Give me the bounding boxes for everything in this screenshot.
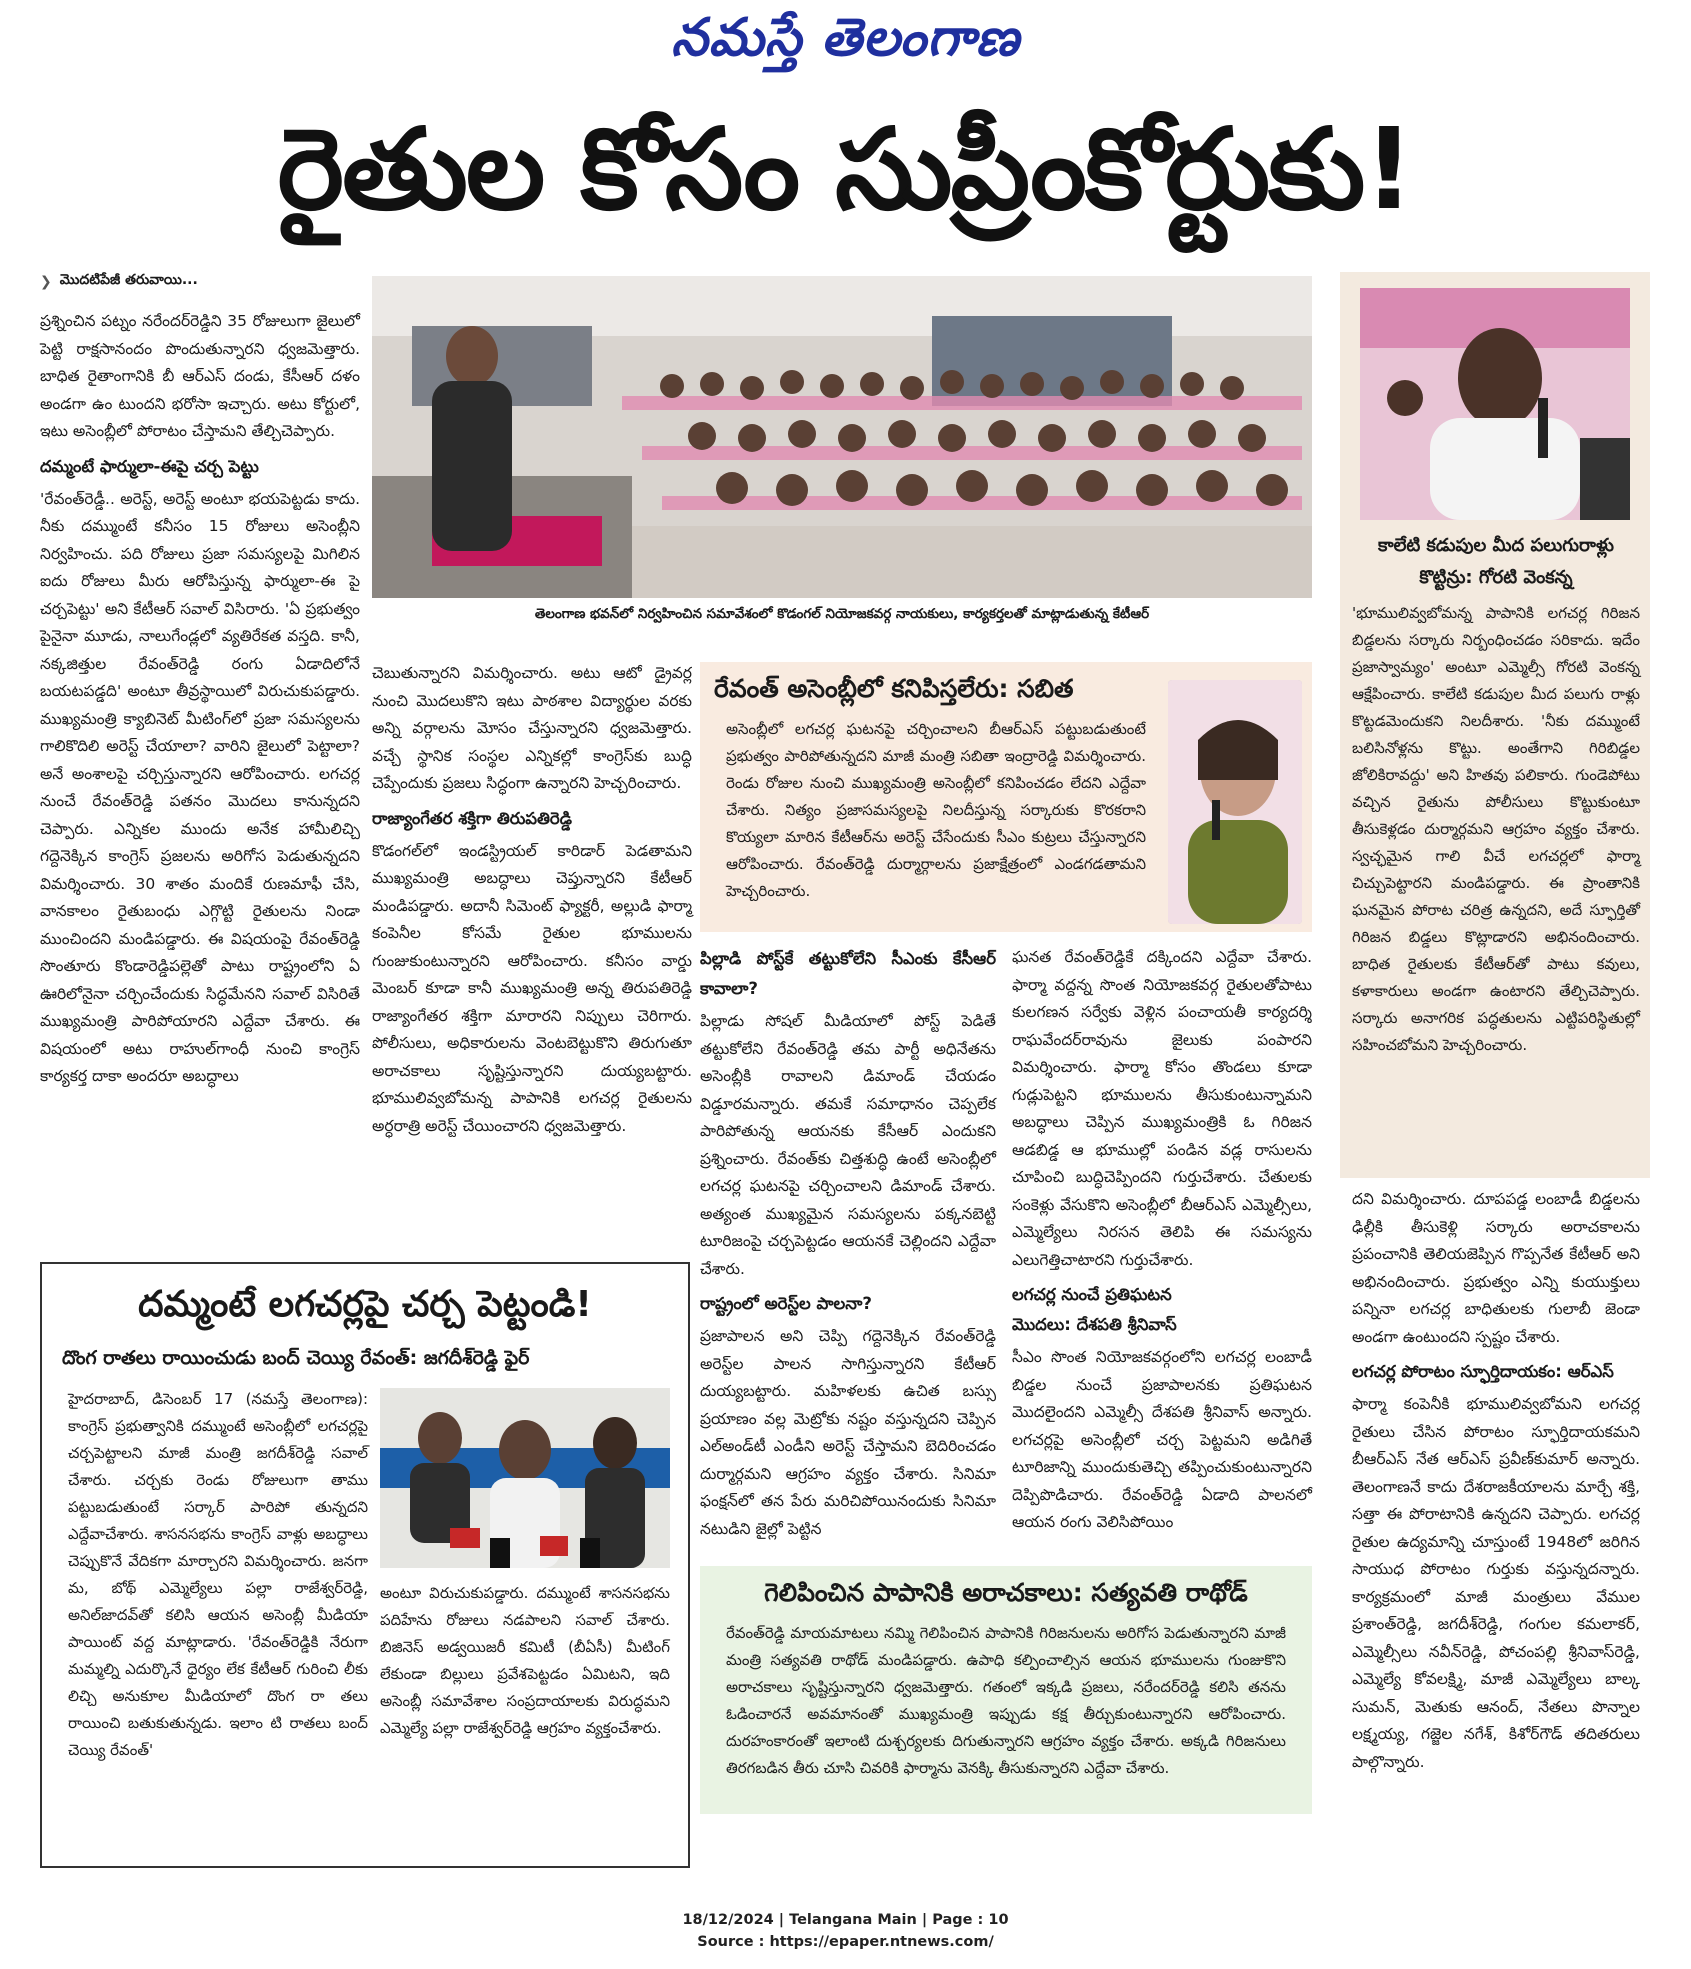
masthead-logo: నమస్తే తెలంగాణ (671, 8, 1020, 68)
jagadish-body-left: హైదరాబాద్, డిసెంబర్ 17 (నమస్తే తెలంగాణ): కాంగ్రెస్ ప్రభుత్వానికి దమ్ముంటే అసెంబ్లీలో లగచర్లపై చర్చపెట్టాలని మాజీ మంత్రి జగదీశ్‌రెడ్డి సవాల్ చేశారు. చర్చకు రెండు రోజులుగా తాము పట్టుబడుతుంటే సర్కార్ పారిపో తున్నదని ఎద్దేవాచేశారు. శాసనసభను కాంగ్రెస్ వాళ్లు అబద్ధాలు చెప్పుకొనే వేదికగా మార్చారని విమర్శించారు. జనగా మ, బోథ్ ఎమ్మెల్యేలు పల్లా రాజేశ్వర్‌రెడ్డి, అనిల్‌జాదవ్‌తో కలిసి ఆయన అసెంబ్లీ మీడియా పాయింట్ వద్ద మాట్లాడారు. 'రేవంత్‌రెడ్డికి నేరుగా మమ్మల్ని ఎదుర్కొనే ధైర్యం లేక కేటీఆర్ గురించి లీకు లిచ్చి అనుకూల మీడియాలో దొంగ రా తలు రాయించి బతుకుతున్నడు. ఇలాం టి రాతలు బంద్ చెయ్యి రేవంత్' (68, 1390, 368, 1759)
col4-paragraph-2: సీఎం సొంత నియోజకవర్గంలోని లగచర్ల లంబాడీ బిడ్డల నుంచే ప్రజాపాలనకు ప్రతిఘటన మొదలైందని ఎమ్మెల్సీ దేశపతి శ్రీనివాస్ అన్నారు. లగచర్లపై అసెంబ్లీలో చర్చ పెట్టమని అడిగితే టూరిజాన్ని ముందుకుతెచ్చి తప్పించుకుంటున్నారని దెప్పిపొడిచారు. రేవంత్‌రెడ్డి ఏడాది పాలనలో ఆయన రంగు వెలిసిపోయిం (1012, 1348, 1312, 1531)
col4-subhead-2: మొదలు: దేశపతి శ్రీనివాస్ (1012, 1315, 1177, 1334)
col3-paragraph-1: పిల్లాడు సోషల్ మీడియాలో పోస్ట్ పెడితే తట్టుకోలేని రేవంత్‌రెడ్డి తమ పార్టీ అధినేతను అసెంబ్లీకి రావాలని డిమాండ్ చేయడం విడ్డూరమన్నారు. తమకే సమాధానం చెప్పలేక పారిపోతున్న ఆయనకు కేసీఆర్ ఎందుకని ప్రశ్నించారు. రేవంత్‌కు చిత్తశుద్ధి ఉంటే అసెంబ్లీలో లగచర్ల ఘటనపై చర్చించాలని డిమాండ్ చేశారు. అత్యంత ముఖ్యమైన సమస్యలను పక్కనబెట్టి టూరిజంపై చర్చపెట్టడం ఆయనకే చెల్లిందని ఎద్దేవా చేశారు. (700, 1012, 996, 1278)
ktr-meeting-photo (372, 276, 1312, 598)
satyavathi-body: రేవంత్‌రెడ్డి మాయమాటలు నమ్మి గెలిపించిన పాపానికి గిరిజనులను అరిగోస పెడుతున్నారని మాజీ మంత్రి సత్యవతి రాథోడ్ మండిపడ్డారు. ఉపాధి కల్పించాల్సిన ఆయన భూములను గుంజుకొని అరాచకాలు సృష్టిస్తున్నారని ధ్వజమెత్తారు. గతంలో ఇక్కడి ప్రజలు, నరేందర్‌రెడ్డి కలిసి తనను ఓడించారనే అవమానంతో ముఖ్యమంత్రి ఇప్పుడు కక్ష తీర్చుకుంటున్నారని ఆరోపించారు. దురహంకారంతో ఇలాంటి దుశ్చర్యలకు దిగుతున్నారని ఆగ్రహం వ్యక్తం చేశారు. అక్కడి గిరిజనులు తిరగబడిన తీరు చూసి చివరికి ఫార్మాను వెనక్కి తీసుకున్నారని ఎద్దేవా చేశారు. (726, 1624, 1286, 1777)
satyavathi-heading: గెలిపించిన పాపానికి అరాచకాలు: సత్యవతి రాథోడ్ (764, 1578, 1248, 1607)
col5-paragraph-1: దని విమర్శించారు. దూపపడ్డ లంబాడీ బిడ్డలను ఢిల్లీకి తీసుకెళ్లి సర్కారు అరాచకాలను ప్రపంచానికి తెలియజెప్పిన గొప్పనేత కేటీఆర్ అని అభినందించారు. ప్రభుత్వం ఎన్ని కుయుక్తులు పన్నినా లగచర్ల బాధితులకు గులాబీ జెండా అండగా ఉంటుందని స్పష్టం చేశారు. (1352, 1190, 1640, 1346)
photo-illustration (372, 276, 1312, 598)
jagadish-body-right: అంటూ విరుచుకుపడ్డారు. దమ్ముంటే శాసనసభను పదిహేను రోజులు నడపాలని సవాల్ చేశారు. బిజినెస్ అడ్వయిజరీ కమిటీ (బీఏసీ) మీటింగ్ లేకుండా బిల్లులు ప్రవేశపెట్టడం ఏమిటని, ఇది అసెంబ్లీ సమావేశాల సంప్రదాయాలకు విరుద్ధమని ఎమ్మెల్యే పల్లా రాజేశ్వర్‌రెడ్డి ఆగ్రహం వ్యక్తంచేశారు. (380, 1584, 670, 1737)
col3-subhead-2: రాష్ట్రంలో అరెస్ట్‌ల పాలనా? (700, 1294, 872, 1313)
col4-subhead-1: లగచర్ల నుంచే ప్రతిఘటన (1012, 1285, 1172, 1304)
jagadish-subheading: దొంగ రాతలు రాయించుడు బంద్ చెయ్యి రేవంత్: జగదీశ్‌రెడ్డి ఫైర్ (62, 1347, 530, 1369)
col2-paragraph-2: కొడంగల్‌లో ఇండస్ట్రియల్ కారిడార్ పెడతామని ముఖ్యమంత్రి అబద్ధాలు చెప్తున్నారని కేటీఆర్ మండిపడ్డారు. అదానీ సిమెంట్ ఫ్యాక్టరీ, అల్లుడి ఫార్మా కంపెనీల కోసమే రైతుల భూములను గుంజుకుంటున్నారని ఆరోపించారు. కనీసం వార్డు మెంబర్ కూడా కానీ ముఖ్యమంత్రి అన్న తిరుపతిరెడ్డి రాజ్యాంగేతర శక్తిగా మారారని నిప్పులు చెరిగారు. పోలీసులు, అధికారులను వెంటబెట్టుకొని తిరుగుతూ అరాచకాలు సృష్టిస్తున్నారని దుయ్యబట్టారు. భూములివ్వబోమన్న పాపానికి లగచర్ల రైతులను అర్ధరాత్రి అరెస్ట్ చేయించారని ధ్వజమెత్తారు. (372, 841, 692, 1135)
column-1 (40, 308, 360, 1095)
col2-subhead: రాజ్యాంగేతర శక్తిగా తిరుపతిరెడ్డి (372, 808, 572, 828)
footer-date-page: 18/12/2024 | Telangana Main | Page : 10 (682, 1912, 1009, 1928)
col2-paragraph-1: చెబుతున్నారని విమర్శించారు. అటు ఆటో డ్రైవర్ల నుంచి మొదలుకొని ఇటు పాఠశాల విద్యార్థుల వరకు అన్ని వర్గాలను మోసం చేస్తున్నారని ధ్వజమెత్తారు. వచ్చే స్థానిక సంస్థల ఎన్నికల్లో కాంగ్రెస్‌కు బుద్ధి చెప్పేందుకు ప్రజలు సిద్ధంగా ఉన్నారని హెచ్చరించారు. (372, 664, 692, 792)
jagadish-box (40, 1262, 690, 1868)
column-4 (1012, 944, 1312, 1541)
col1-subhead: దమ్మంటే ఫార్ములా-ఈపై చర్చ పెట్టు (40, 456, 259, 476)
col5-paragraph-2: ఫార్మా కంపెనీకి భూములివ్వబోమని లగచర్ల రైతులు చేసిన పోరాటం స్ఫూర్తిదాయకమని బీఆర్‌ఎస్ నేత ఆర్‌ఎస్ ప్రవీణ్‌కుమార్ అన్నారు. తెలంగాణనే కాదు దేశరాజకీయాలను మార్చే శక్తి, సత్తా ఈ పోరాటానికి ఉన్నదని చెప్పారు. లగచర్ల రైతుల ఉద్యమాన్ని చూస్తుంటే 1948లో జరిగిన సాయుధ పోరాటం గుర్తుకు వస్తున్నదన్నారు. కార్యక్రమంలో మాజీ మంత్రులు వేముల ప్రశాంత్‌రెడ్డి, జగదీశ్‌రెడ్డి, గంగుల కమలాకర్, ఎమ్మెల్సీలు నవీన్‌రెడ్డి, పోచంపల్లి శ్రీనివాస్‌రెడ్డి, ఎమ్మెల్యే కోవలక్ష్మి, మాజీ ఎమ్మెల్యేలు బాల్క సుమన్, మెతుకు ఆనంద్, నేతలు పొన్నాల లక్ష్మయ్య, గజ్జెల నగేశ్, కిశోర్‌గౌడ్ తదితరులు పాల్గొన్నారు. (1352, 1395, 1640, 1771)
goreti-heading: కాలేటి కడుపుల మీద పలుగురాళ్లు కొట్టిన్రు: గోరటి వెంకన్న (1378, 535, 1614, 588)
column-5 (1352, 1186, 1640, 1780)
col4-paragraph-1: ఘనత రేవంత్‌రెడ్డికే దక్కిందని ఎద్దేవా చేశారు. ఫార్మా వద్దన్న సొంత నియోజకవర్గ రైతులతోపాటు కులగణన సర్వేకు వెళ్లిన పంచాయతీ కార్యదర్శి రాఘవేందర్‌రావును జైలుకు పంపారని విమర్శించారు. ఫార్మా కోసం తొండలు కూడా గుడ్లుపెట్టని భూములను తీసుకుంటున్నామని అబద్ధాలు చెప్పిన ముఖ్యమంత్రికి ఓ గిరిజన ఆడబిడ్డ ఆ భూముల్లో పండిన వడ్ల రాసులను చూపించి బుద్ధిచెప్పిందని గుర్తుచేశారు. చేతులకు సంకెళ్లు వేసుకొని అసెంబ్లీలో బీఆర్‌ఎస్ ఎమ్మెల్సీలు, ఎమ్మెల్యేలు నిరసన తెలిపి ఈ సమస్యను ఎలుగెత్తిచాటారని గుర్తుచేశారు. (1012, 948, 1312, 1269)
column-3 (700, 944, 996, 1547)
jagadish-heading: దమ్మంటే లగచర్లపై చర్చ పెట్టండి! (138, 1284, 592, 1325)
col3-subhead-1: పిల్లాడి పోస్ట్‌కే తట్టుకోలేని సీఎంకు కేసీఆర్ కావాలా? (700, 949, 996, 998)
col5-subhead: లగచర్ల పోరాటం స్ఫూర్తిదాయకం: ఆర్‌ఎస్ (1352, 1362, 1614, 1381)
continued-marker (40, 272, 360, 291)
col3-paragraph-2: ప్రజాపాలన అని చెప్పి గద్దెనెక్కిన రేవంత్‌రెడ్డి అరెస్ట్‌ల పాలన సాగిస్తున్నారని కేటీఆర్ దుయ్యబట్టారు. మహిళలకు ఉచిత బస్సు ప్రయాణం వల్ల మెట్రోకు నష్టం వస్తున్నదని చెప్పిన ఎల్‌అండ్‌టీ ఎండీని అరెస్ట్ చేస్తామని బెదిరించడం దుర్మార్గమని ఆగ్రహం వ్యక్తం చేశారు. సినిమా ఫంక్షన్‌లో తన పేరు మరిచిపోయినందుకు సినిమా నటుడిని జైల్లో పెట్టిన (700, 1327, 996, 1538)
continued-label: మొదటిపేజీ తరువాయి... (59, 272, 198, 288)
goreti-body: 'భూములివ్వబోమన్న పాపానికి లగచర్ల గిరిజన బిడ్డలను సర్కారు నిర్బంధించడం సరికాదు. ఇదేం ప్రజాస్వామ్యం' అంటూ ఎమ్మెల్సీ గోరటి వెంకన్న ఆక్షేపించారు. కాలేటి కడుపుల మీద పలుగు రాళ్లు కొట్టడమెందుకని నిలదీశారు. 'నీకు దమ్ముంటే బలిసినోళ్లను కొట్టు. అంతేగాని గిరిబిడ్డల జోలికిరావద్దు' అని హితవు పలికారు. గుండెపోటు వచ్చిన రైతును పోలీసులు కొట్టుకుంటూ తీసుకెళ్లడం దుర్మార్గమని ఆగ్రహం వ్యక్తం చేశారు. స్వచ్ఛమైన గాలి వీచే లగచర్లలో ఫార్మా చిచ్చుపెట్టారని మండిపడ్డారు. ఈ ప్రాంతానికి ఘనమైన పోరాట చరిత్ర ఉన్నదని, అదే స్ఫూర్తితో గిరిజన బిడ్డలు కొట్లాడారని అభినందించారు. బాధిత రైతులకు కేటీఆర్‌తో పాటు కవులు, కళాకారులు అండగా ఉంటారని తేల్చిచెప్పారు. సర్కారు అనాగరిక పద్ధతులను ఎట్టిపరిస్థితుల్లో సహించబోమని హెచ్చరించారు. (1352, 604, 1640, 1054)
main-headline: రైతుల కోసం సుప్రీంకోర్టుకు! (277, 105, 1413, 235)
sabitha-heading: రేవంత్ అసెంబ్లీలో కనిపిస్తలేరు: సబిత (714, 674, 1074, 703)
col1-paragraph-2: 'రేవంత్‌రెడ్డీ.. అరెస్ట్, అరెస్ట్ అంటూ భయపెట్టడు కాదు. నీకు దమ్ముంటే కనీసం 15 రోజులు అసెంబ్లీని నిర్వహించు. పది రోజులు ప్రజా సమస్యలపై మిగిలిన ఐదు రోజులు మీరు ఆరోపిస్తున్న ఫార్ములా-ఈ పై చర్చపెట్టు' అని కేటీఆర్ సవాల్ విసిరారు. 'ఏ ప్రభుత్వం పైనైనా మూడు, నాలుగేండ్లలో వ్యతిరేకత వస్తది. కానీ, నక్కజిత్తుల రేవంత్‌రెడ్డి రంగు ఏడాదిలోనే బయటపడ్డది' అంటూ తీవ్రస్థాయిలో విరుచుకుపడ్డారు. ముఖ్యమంత్రి క్యాబినెట్ మీటింగ్‌లో ప్రజా సమస్యలను గాలికొదిలి అరెస్ట్ చేయాలా? వారిని జైలులో పెట్టాలా? అనే అంశాలపై చర్చిస్తున్నారని ఆరోపించారు. లగచర్ల నుంచే రేవంత్‌రెడ్డి పతనం మొదలు కానున్నదని చెప్పారు. ఎన్నికల ముందు అనేక హామీలిచ్చి గద్దెనెక్కిన కాంగ్రెస్ ప్రజలను అరిగోస పెడుతున్నదని విమర్శించారు. 30 శాతం మందికే రుణమాఫీ చేసి, వానకాలం రైతుబంధు ఎగ్గొట్టి రైతులను నిండా ముంచిందని మండిపడ్డారు. ఈ విషయంపై రేవంత్‌రెడ్డి సొంతూరు కొండారెడ్డిపల్లెతో పాటు రాష్ట్రంలోని ఏ ఊరిలోనైనా చర్చించేందుకు సిద్ధమేనని సవాల్ విసిరితే ముఖ్యమంత్రి పారిపోయారని ఎద్దేవా చేశారు. ఈ విషయంలో అటు రాహుల్‌గాంధీ నుంచి కాంగ్రెస్ కార్యకర్త దాకా అందరూ అబద్ధాలు (40, 489, 360, 1085)
goreti-content (1352, 530, 1640, 1059)
jagadish-press-photo (380, 1388, 670, 1568)
satyavathi-box (700, 1566, 1312, 1814)
col1-paragraph-1: ప్రశ్నించిన పట్నం నరేందర్‌రెడ్డిని 35 రోజులుగా జైలులో పెట్టి రాక్షసానందం పొందుతున్నారని ధ్వజమెత్తారు. బాధిత రైతాంగానికి బీ ఆర్‌ఎస్ దండు, కేసీఆర్ దళం అండగా ఉం టుందని భరోసా ఇచ్చారు. అటు కోర్టులో, ఇటు అసెంబ్లీలో పోరాటం చేస్తామని తేల్చిచెప్పారు. (40, 312, 360, 440)
goreti-venkanna-photo (1360, 288, 1630, 520)
main-photo-caption: తెలంగాణ భవన్‌లో నిర్వహించిన సమావేశంలో కొడంగల్ నియోజకవర్గ నాయకులు, కార్యకర్తలతో మాట్లాడుతున్న కేటీఆర్ (534, 606, 1150, 622)
sabitha-body: అసెంబ్లీలో లగచర్ల ఘటనపై చర్చించాలని బీఆర్‌ఎస్ పట్టుబడుతుంటే ప్రభుత్వం పారిపోతున్నదని మాజీ మంత్రి సబితా ఇంద్రారెడ్డి విమర్శించారు. రెండు రోజుల నుంచి ముఖ్యమంత్రి అసెంబ్లీలో కనిపించడం లేదని ఎద్దేవా చేశారు. నిత్యం ప్రజాసమస్యలపై నిలదీస్తున్న సర్కారుకు కొరకరాని కొయ్యలా మారిన కేటీఆర్‌ను అరెస్ట్ చేసేందుకు సీఎం కుట్రలు చేస్తున్నారని ఆరోపించారు. రేవంత్‌రెడ్డి దుర్మార్గాలను ప్రజాక్షేత్రంలో ఎండగడతామని హెచ్చరించారు. (726, 720, 1146, 900)
photo-illustration (380, 1388, 670, 1568)
chevron-right-icon: ❯ (40, 273, 52, 290)
column-2 (372, 660, 692, 1144)
photo-illustration (1168, 680, 1302, 924)
sabitha-box (700, 662, 1312, 932)
footer-source: Source : https://epaper.ntnews.com/ (697, 1934, 994, 1950)
photo-illustration (1360, 288, 1630, 520)
sabitha-photo (1168, 680, 1302, 924)
